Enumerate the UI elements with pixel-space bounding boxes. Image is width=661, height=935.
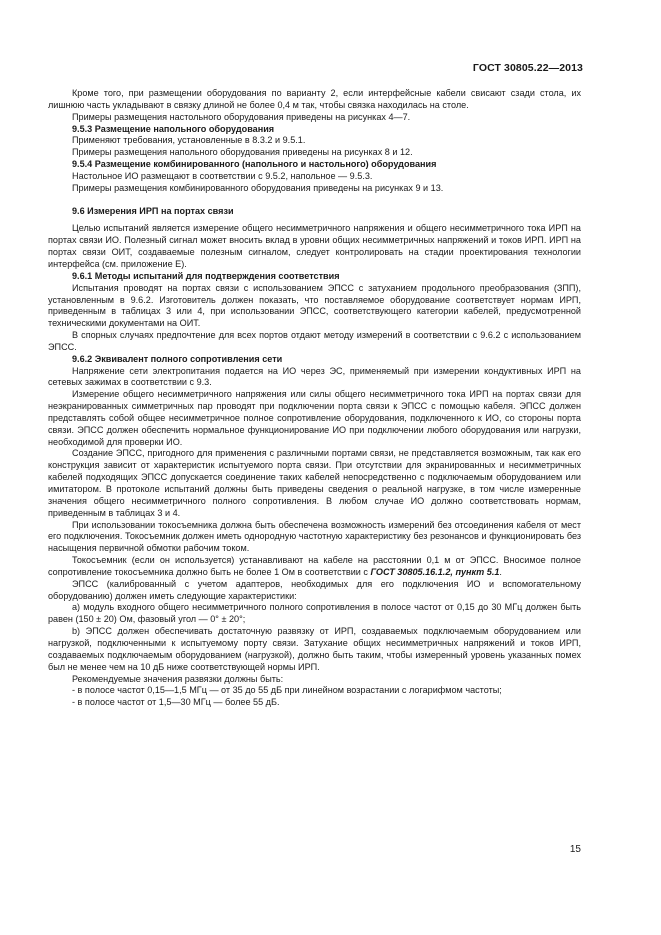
paragraph: Кроме того, при размещении оборудования по варианту 2, если интерфейсные кабели свисают сзади стола, их лишнюю часть укладывают в связку длиной не более 0,4 м так, чтобы связка находилась на столе.	[48, 88, 581, 110]
paragraph-tail: .	[499, 566, 502, 577]
list-item: b) ЭПСС должен обеспечивать достаточную развязку от ИРП, создаваемых подключаемым оборудованием или нагрузкой, подключенными к испытуемому порту связи. Затухание общих несимметричных напряжений и токов ИРП, создаваемых подключаемым оборудованием (нагрузкой), должно быть таким, чтобы измеренный уровень указанных помех был не менее чем на 10 дБ ниже соответствующей нормы ИРП.	[48, 626, 581, 672]
list-item: - в полосе частот от 1,5—30 МГц — более 55 дБ.	[72, 697, 280, 708]
subsection-heading: 9.6.1 Методы испытаний для подтверждения соответствия	[72, 270, 340, 281]
standard-code-header: ГОСТ 30805.22—2013	[472, 62, 583, 74]
paragraph: Примеры размещения комбинированного оборудования приведены на рисунках 9 и 13.	[72, 182, 444, 193]
paragraph-text: Токосъемник (если он используется) устанавливают на кабеле на расстоянии 0,1 м от ЭПСС. Вносимое полное сопротивление токосъемника должно быть не более 1 Ом в соответствии с	[48, 555, 581, 577]
paragraph: Измерение общего несимметричного напряжения или силы общего несимметричного тока ИРП на портах связи для неэкранированных симметричных пар проводят при подключении порта связи к ЭПСС с помощью кабеля. ЭПСС должен представлять собой общее несимметричное полное сопротивление оборудования, подключенного к ИО, со стороны порта связи. ЭПСС должен обеспечить нормальное функционирование ИО при подключении любого оборудования или нагрузки, необходимой для проверки ИО.	[48, 389, 581, 447]
paragraph: Рекомендуемые значения развязки должны быть:	[72, 673, 284, 684]
paragraph: Примеры размещения настольного оборудования приведены на рисунках 4—7.	[72, 111, 411, 122]
subsection-heading: 9.5.4 Размещение комбинированного (напольного и настольного) оборудования	[72, 159, 437, 170]
paragraph: В спорных случаях предпочтение для всех портов отдают методу измерений в соответствии с 9.6.2 с использованием ЭПСС.	[48, 330, 581, 352]
list-item: - в полосе частот 0,15—1,5 МГц — от 35 до 55 дБ при линейном возрастании с логарифмом частоты;	[72, 685, 502, 696]
paragraph: Испытания проводят на портах связи с использованием ЭПСС с затуханием продольного преобразования (ЗПП), установленным в 9.6.2. Изготовитель должен показать, что поставляемое оборудование соответствует нормам ИРП, приведенным в таблицах 3 или 4, при использовании ЭПСС, соответствующего категории кабелей, предусмотренной техническими документами на ОИТ.	[48, 282, 581, 329]
paragraph: Создание ЭПСС, пригодного для применения с различными портами связи, не представляется возможным, так как его конструкция зависит от характеристик испытуемого порта связи. При отсутствии для экранированных и несимметричных кабелей подходящих ЭПСС допускается соединение таких кабелей непосредственно с подключаемым оборудованием или имитатором. В протоколе испытаний должны быть приведены сведения о реальной нагрузке, в том числе измеренные значения общего несимметричного полного сопротивления. В любом случае ИО должно соответствовать нормам, приведенным в таблицах 3 и 4.	[48, 448, 581, 518]
page-number: 15	[569, 844, 581, 855]
paragraph: Целью испытаний является измерение общего несимметричного напряжения и общего несимметричного тока ИРП на портах связи ИО. Полезный сигнал может вносить вклад в уровни общих несимметричных напряжений и токов ИРП. ИРП на портах связи ОИТ, создаваемые полезным сигналом, следует контролировать на стадии проектирования технологии интерфейса (см. приложение Е).	[48, 223, 581, 269]
paragraph: Напряжение сети электропитания подается на ИО через ЭС, применяемый при измерении кондуктивных ИРП на сетевых зажимах в соответствии с 9.3.	[48, 365, 581, 388]
paragraph-with-reference	[48, 555, 581, 579]
paragraph: Применяют требования, установленные в 8.3.2 и 9.5.1.	[72, 135, 306, 146]
paragraph: Настольное ИО размещают в соответствии с 9.5.2, напольное — 9.5.3.	[72, 170, 373, 181]
document-body	[48, 88, 581, 709]
list-item: a) модуль входного общего несимметричного полного сопротивления в полосе частот от 0,15 до 30 МГц должен быть равен (150 ± 20) Ом, фазовый угол — 0° ± 20°;	[48, 602, 581, 625]
paragraph: При использовании токосъемника должна быть обеспечена возможность измерений без отсоединения кабеля от мест его подключения. Токосъемник должен иметь однородную частотную характеристику без резонансов и функционировать без насыщения первичной обмотки рабочим током.	[48, 519, 581, 554]
standard-reference: ГОСТ 30805.16.1.2, пункт 5.1	[370, 566, 500, 577]
paragraph: Примеры размещения напольного оборудования приведены на рисунках 8 и 12.	[72, 147, 413, 158]
paragraph: ЭПСС (калиброванный с учетом адаптеров, необходимых для его подключения ИО и вспомогательному оборудованию) должен иметь следующие характеристики:	[48, 578, 581, 601]
subsection-heading: 9.5.3 Размещение напольного оборудования	[72, 123, 275, 134]
section-heading: 9.6 Измерения ИРП на портах связи	[72, 205, 234, 216]
subsection-heading: 9.6.2 Эквивалент полного сопротивления сети	[72, 353, 283, 364]
